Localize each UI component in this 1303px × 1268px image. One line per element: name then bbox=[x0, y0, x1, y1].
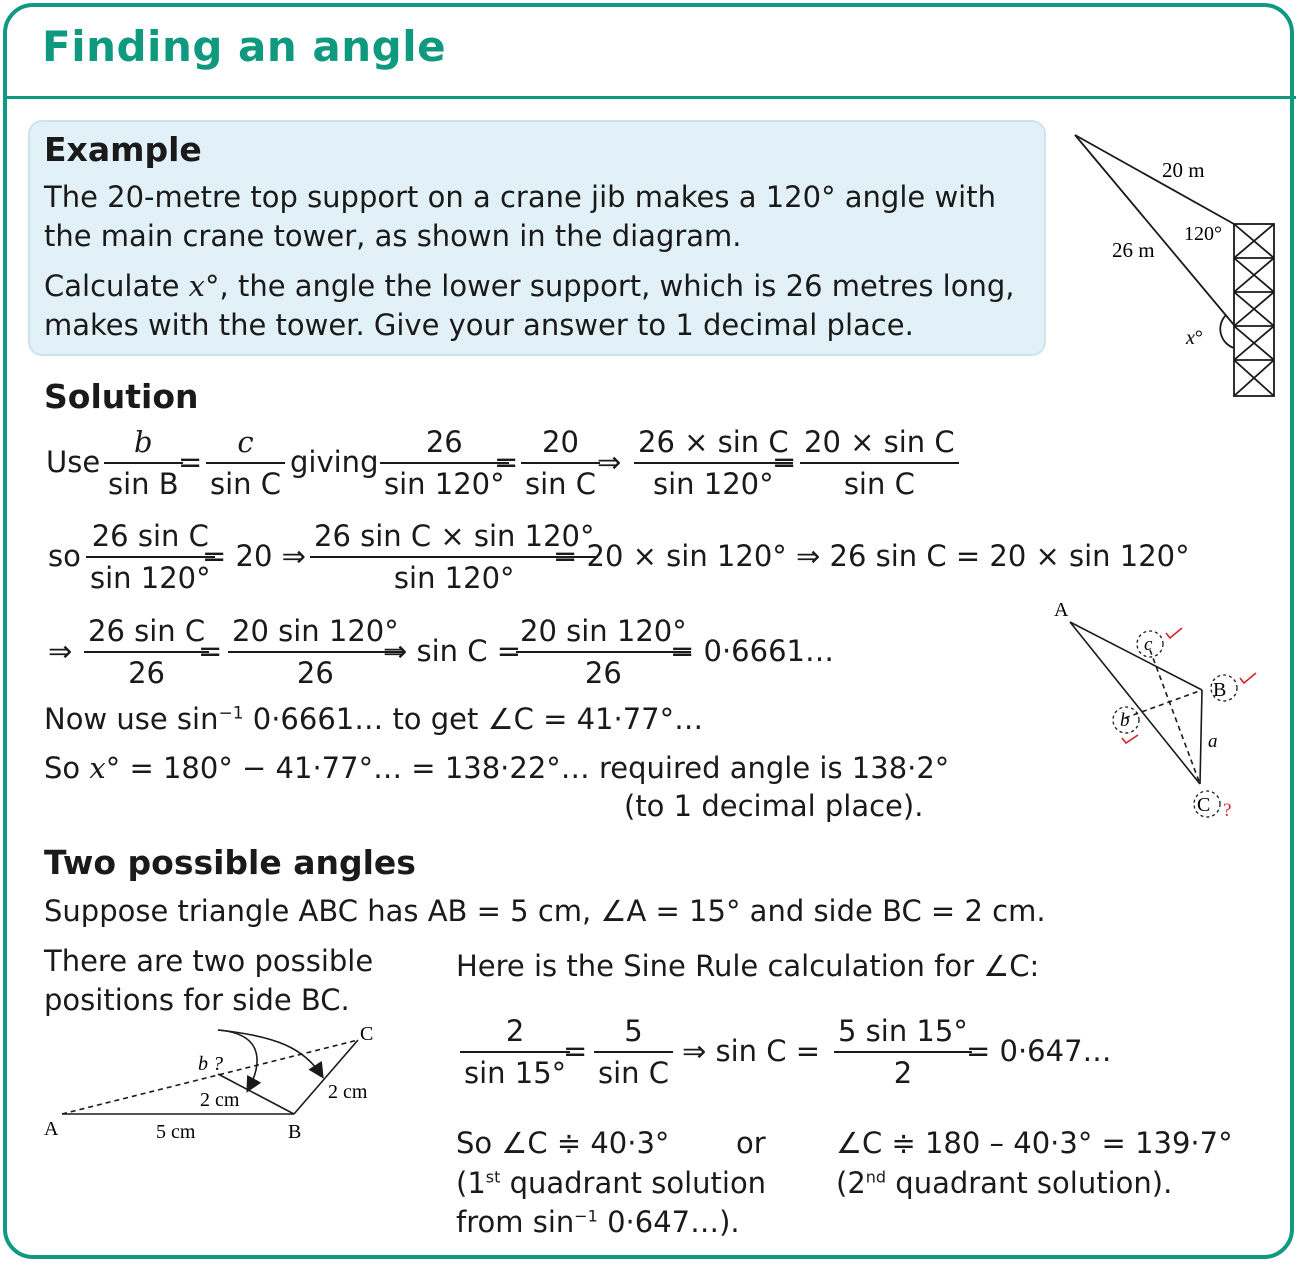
triangle-vertex-A: A bbox=[1054, 599, 1069, 621]
fraction-26sinC-over-sin120: $\frac{\text{26 × sin C}}{\sin 120^\circ}$ bbox=[634, 428, 793, 499]
ambiguous-label-bc-inner: 2 cm bbox=[200, 1089, 240, 1111]
second-solution: ∠C ≑ 180 – 40·3° = 139·7° bbox=[836, 1126, 1233, 1160]
equals: = bbox=[772, 445, 797, 479]
fraction-5-over-sinC: $\frac{5}{\text{sin C}}$ bbox=[594, 1017, 673, 1088]
fraction-b-over-sinB: $\frac{b}{\text{sin B}}$ bbox=[104, 428, 183, 499]
or-label: or bbox=[736, 1126, 766, 1160]
triangle-vertex-B: B bbox=[1213, 679, 1227, 701]
fraction-20sin120-over-26: $\frac{20 \sin 120^\circ}{26}$ bbox=[228, 617, 403, 688]
ambiguous-vertex-B: B bbox=[288, 1121, 302, 1143]
decimal-place-note: (to 1 decimal place). bbox=[624, 789, 924, 823]
second-quadrant-note: (2nd quadrant solution). bbox=[836, 1166, 1173, 1200]
equals: = bbox=[178, 445, 203, 479]
triangle-vertex-C: C bbox=[1197, 794, 1211, 816]
equals: = bbox=[494, 445, 519, 479]
fraction-20-over-sinC: $\frac{20}{\text{sin C}}$ bbox=[521, 428, 600, 499]
use-label: Use bbox=[46, 445, 101, 479]
triangle-diagram bbox=[1050, 598, 1270, 828]
crane-x-label: x° bbox=[1186, 327, 1203, 349]
two-angles-heading: Two possible angles bbox=[44, 843, 416, 882]
row-2-tail: = 20 × sin 120° ⇒ 26 sin C = 20 × sin 120° bbox=[553, 539, 1190, 573]
fraction-5sin15-over-2: $\frac{5 \sin 15^\circ}{2}$ bbox=[834, 1017, 972, 1088]
implies-sinC-equals: ⇒ sin C = bbox=[682, 1034, 821, 1068]
title-divider bbox=[7, 96, 1296, 99]
equals-20-implies: = 20 ⇒ bbox=[202, 539, 306, 573]
two-positions-line-1: There are two possible bbox=[44, 944, 374, 978]
ambiguous-label-b-question: b ? bbox=[198, 1053, 223, 1075]
giving-label: giving bbox=[290, 445, 379, 479]
example-heading: Example bbox=[44, 130, 202, 169]
fraction-26-over-sin120: $\frac{26}{\sin 120^\circ}$ bbox=[380, 428, 509, 499]
solution-heading: Solution bbox=[44, 377, 199, 416]
triangle-question-mark: ? bbox=[1223, 800, 1232, 821]
example-line-4: makes with the tower. Give your answer to 1 decimal place. bbox=[44, 308, 914, 342]
implies-sinC-equals: ⇒ sin C = bbox=[383, 634, 522, 668]
implies-arrow: ⇒ bbox=[48, 634, 73, 668]
ambiguous-vertex-A: A bbox=[44, 1118, 59, 1140]
fraction-c-over-sinC: $\frac{c}{\text{sin C}}$ bbox=[206, 428, 285, 499]
ambiguous-label-ab: 5 cm bbox=[156, 1121, 196, 1143]
first-quadrant-note: (1st quadrant solution bbox=[456, 1166, 767, 1200]
equals: = bbox=[563, 1034, 588, 1068]
triangle-side-c: c bbox=[1144, 634, 1153, 655]
ambiguous-label-bc-outer: 2 cm bbox=[328, 1081, 368, 1103]
now-use-line: Now use $\sin^{-1}$ 0·6661… to get ∠C = 41·77°… bbox=[44, 702, 704, 736]
crane-top-label: 20 m bbox=[1162, 158, 1205, 182]
example-line-3: Calculate x°, the angle the lower support, which is 26 metres long, bbox=[44, 269, 1015, 303]
fraction-26sinC-over-sin120: $\frac{\text{26 sin C}}{\sin 120^\circ}$ bbox=[86, 522, 215, 593]
sinC-result: = 0·647… bbox=[966, 1034, 1112, 1068]
implies-arrow: ⇒ bbox=[597, 445, 622, 479]
ambiguous-vertex-C: C bbox=[360, 1023, 374, 1045]
so-label: so bbox=[48, 539, 81, 573]
example-line-2: the main crane tower, as shown in the diagram. bbox=[44, 219, 742, 253]
fraction-26sinC-over-26: $\frac{\text{26 sin C}}{26}$ bbox=[84, 617, 209, 688]
page-title: Finding an angle bbox=[42, 22, 447, 71]
fraction-20sinC-over-sinC: $\frac{\text{20 × sin C}}{\text{sin C}}$ bbox=[800, 428, 959, 499]
triangle-side-a: a bbox=[1208, 731, 1218, 752]
triangle-side-b: b bbox=[1120, 710, 1130, 731]
first-solution: So ∠C ≑ 40·3° bbox=[456, 1126, 670, 1160]
sine-rule-intro: Here is the Sine Rule calculation for ∠C: bbox=[456, 949, 1040, 983]
first-quadrant-note-2: from $\sin^{-1}$ 0·647…). bbox=[456, 1205, 740, 1239]
sinC-value: = 0·6661… bbox=[670, 634, 834, 668]
fraction-26sinCsin120-over-sin120: $\frac{\text{26 sin C × sin 120°}}{\sin 120^\circ}$ bbox=[310, 522, 598, 593]
two-positions-line-2: positions for side BC. bbox=[44, 983, 350, 1017]
crane-side-label: 26 m bbox=[1112, 238, 1155, 262]
example-line-1: The 20-metre top support on a crane jib makes a 120° angle with bbox=[44, 180, 996, 214]
equals: = bbox=[198, 634, 223, 668]
so-x-line: So x° = 180° − 41·77°… = 138·22°… required angle is 138·2° bbox=[44, 751, 950, 785]
ambiguous-case-diagram bbox=[40, 1018, 390, 1148]
fraction-2-over-sin15: $\frac{2}{\sin 15^\circ}$ bbox=[460, 1017, 570, 1088]
fraction-20sin120-over-26: $\frac{20 \sin 120^\circ}{26}$ bbox=[516, 617, 691, 688]
crane-angle-label: 120° bbox=[1184, 223, 1222, 245]
crane-diagram bbox=[1060, 120, 1290, 410]
two-angles-statement: Suppose triangle ABC has AB = 5 cm, ∠A = 15° and side BC = 2 cm. bbox=[44, 894, 1046, 928]
